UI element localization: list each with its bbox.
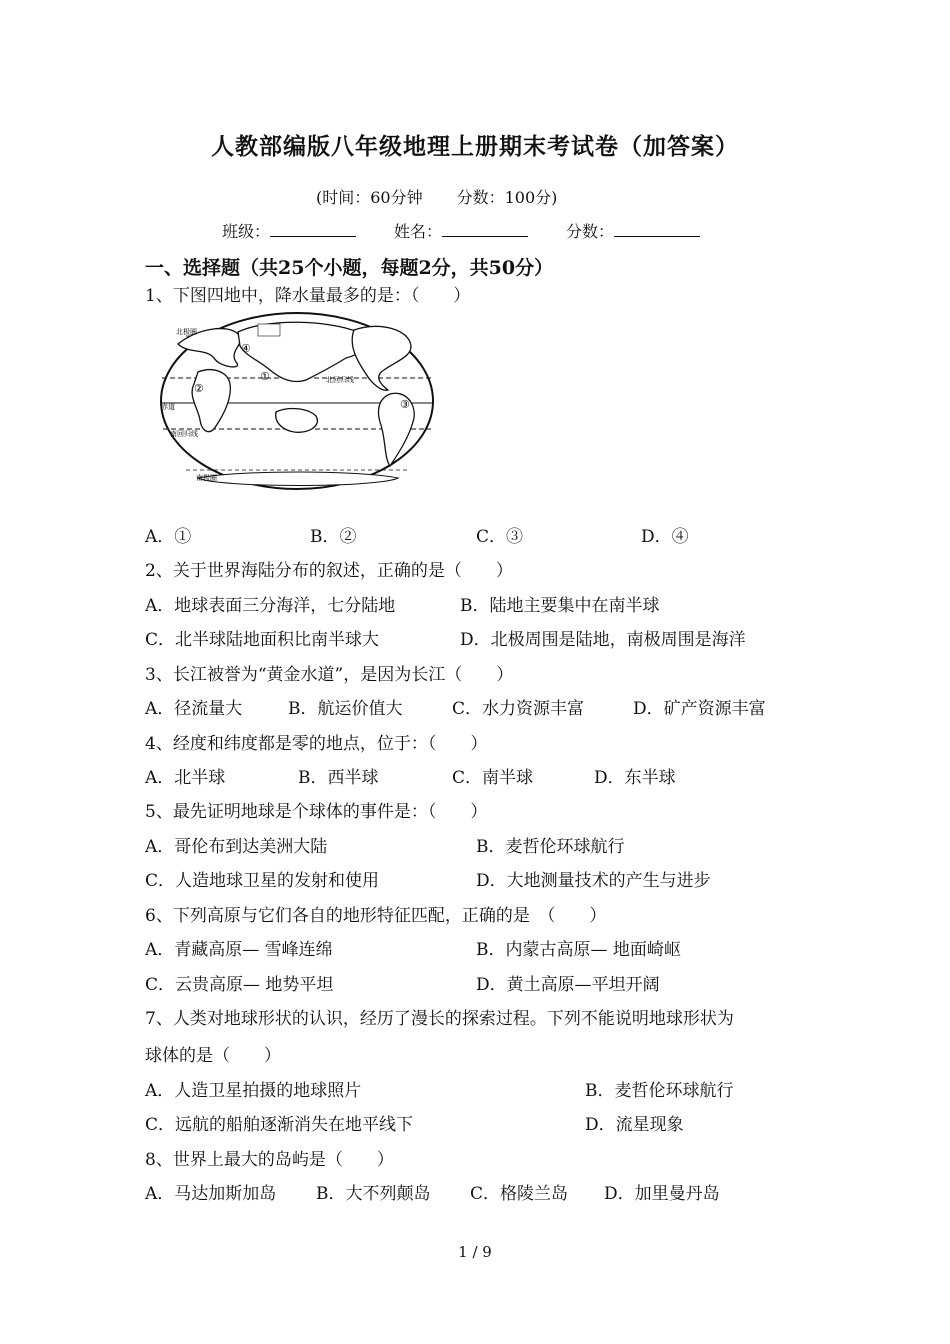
location-1-marker: ① — [260, 370, 270, 383]
q2-option-a[interactable]: A．地球表面三分海洋，七分陆地 — [145, 596, 396, 616]
location-2-marker: ② — [194, 382, 204, 395]
q4-option-d[interactable]: D．东半球 — [594, 768, 676, 788]
q8-option-b[interactable]: B．大不列颠岛 — [316, 1184, 431, 1204]
time-limit: (时间：60分钟 — [316, 188, 423, 207]
q3-option-b[interactable]: B．航运价值大 — [288, 699, 403, 719]
q5-option-c[interactable]: C．人造地球卫星的发射和使用 — [145, 871, 380, 891]
page-title: 人教部编版八年级地理上册期末考试卷（加答案） — [211, 133, 739, 160]
q2-option-d[interactable]: D．北极周围是陆地，南极周围是海洋 — [460, 630, 746, 650]
question-1-stem: 1、下图四地中，降水量最多的是：（ ） — [145, 286, 471, 306]
section-title: 一、选择题（共25个小题，每题2分，共50分） — [145, 257, 554, 279]
q5-option-b[interactable]: B．麦哲伦环球航行 — [476, 837, 625, 857]
question-7-stem: 7、人类对地球形状的认识，经历了漫长的探索过程。下列不能说明地球形状为 — [145, 1009, 734, 1029]
q7-option-c[interactable]: C．远航的船舶逐渐消失在地平线下 — [145, 1115, 414, 1135]
q1-option-d[interactable]: D．④ — [641, 527, 689, 547]
student-info — [222, 219, 700, 242]
q6-option-a[interactable]: A．青藏高原— 雪峰连绵 — [145, 940, 333, 960]
q1-option-c[interactable]: C．③ — [476, 527, 524, 547]
question-8-stem: 8、世界上最大的岛屿是（ ） — [145, 1150, 394, 1170]
question-7-stem-continued: 球体的是（ ） — [145, 1046, 281, 1066]
q7-option-d[interactable]: D．流星现象 — [585, 1115, 684, 1135]
question-6-stem: 6、下列高原与它们各自的地形特征匹配，正确的是 （ ） — [145, 906, 607, 926]
q3-option-c[interactable]: C．水力资源丰富 — [452, 699, 585, 719]
q5-option-a[interactable]: A．哥伦布到达美洲大陆 — [145, 837, 328, 857]
name-blank[interactable] — [442, 222, 528, 237]
q4-option-c[interactable]: C．南半球 — [452, 768, 534, 788]
score-label: 分数： — [566, 222, 615, 241]
question-3-stem: 3、长江被誉为“黄金水道”，是因为长江（ ） — [145, 665, 514, 685]
location-4-marker: ④ — [241, 342, 251, 355]
equator-label: 赤道 — [161, 403, 175, 411]
page-number: 1 / 9 — [458, 1243, 492, 1261]
q4-option-a[interactable]: A．北半球 — [145, 768, 226, 788]
q8-option-d[interactable]: D．加里曼丹岛 — [604, 1184, 720, 1204]
exam-meta — [316, 185, 557, 208]
location-3-marker: ③ — [400, 398, 410, 411]
arctic-circle-label: 北极圈 — [176, 328, 197, 336]
q6-option-b[interactable]: B．内蒙古高原— 地面崎岖 — [476, 940, 681, 960]
q3-option-a[interactable]: A．径流量大 — [145, 699, 243, 719]
q2-option-c[interactable]: C．北半球陆地面积比南半球大 — [145, 630, 380, 650]
q1-option-a[interactable]: A．① — [145, 527, 192, 547]
world-map — [158, 310, 436, 492]
q4-option-b[interactable]: B．西半球 — [298, 768, 379, 788]
question-4-stem: 4、经度和纬度都是零的地点，位于：（ ） — [145, 734, 488, 754]
q3-option-d[interactable]: D．矿产资源丰富 — [633, 699, 766, 719]
q2-option-b[interactable]: B．陆地主要集中在南半球 — [460, 596, 660, 616]
q5-option-d[interactable]: D．大地测量技术的产生与进步 — [476, 871, 711, 891]
question-2-stem: 2、关于世界海陆分布的叙述，正确的是（ ） — [145, 561, 513, 581]
total-score: 分数：100分) — [456, 188, 558, 207]
tropic-of-cancer-label: 北回归线 — [326, 376, 354, 384]
class-label: 班级： — [222, 222, 271, 241]
q7-option-b[interactable]: B．麦哲伦环球航行 — [585, 1081, 734, 1101]
name-label: 姓名： — [394, 222, 443, 241]
question-5-stem: 5、最先证明地球是个球体的事件是：（ ） — [145, 802, 488, 822]
q8-option-a[interactable]: A．马达加斯加岛 — [145, 1184, 277, 1204]
q6-option-c[interactable]: C．云贵高原— 地势平坦 — [145, 975, 334, 995]
antarctic-circle-label: 南极圈 — [196, 474, 217, 482]
tropic-of-capricorn-label: 南回归线 — [170, 430, 198, 438]
q8-option-c[interactable]: C．格陵兰岛 — [470, 1184, 569, 1204]
class-blank[interactable] — [270, 222, 356, 237]
score-blank[interactable] — [614, 222, 700, 237]
q6-option-d[interactable]: D．黄土高原—平坦开阔 — [476, 975, 660, 995]
q7-option-a[interactable]: A．人造卫星拍摄的地球照片 — [145, 1081, 362, 1101]
q1-option-b[interactable]: B．② — [310, 527, 357, 547]
